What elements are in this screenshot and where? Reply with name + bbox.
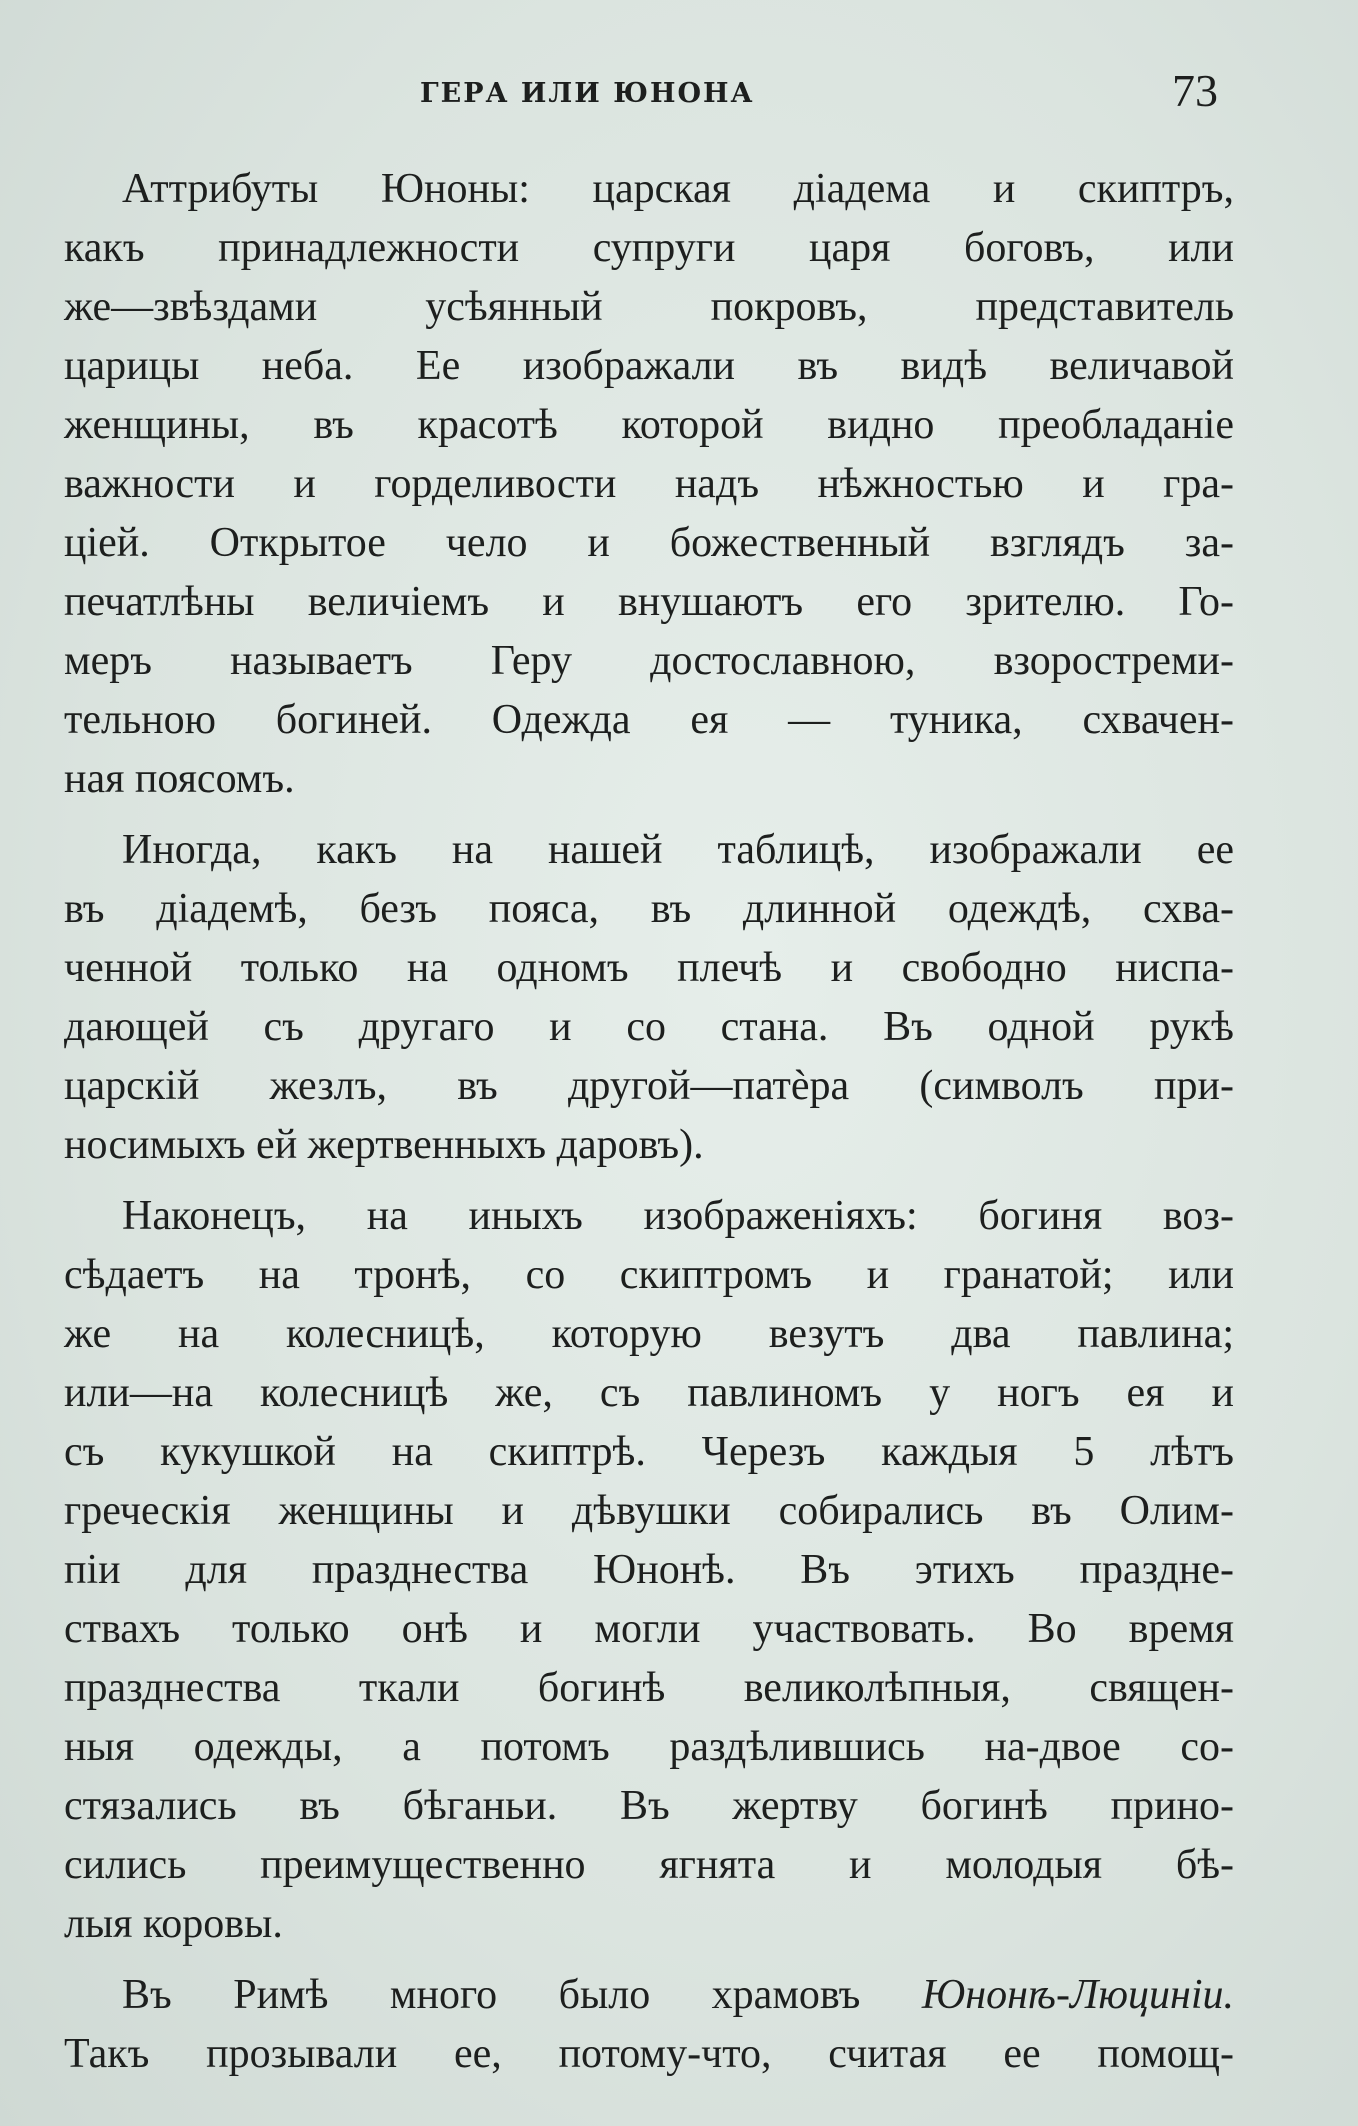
text-line: царскій жезлъ, въ другой—патѐра (символъ при- <box>64 1063 1234 1109</box>
text-line: лыя коровы. <box>64 1901 283 1947</box>
text-line: въ діадемѣ, безъ пояса, въ длинной одеждѣ, схва- <box>64 886 1234 932</box>
text-line: тельною богиней. Одежда ея — туника, схвачен- <box>64 697 1234 743</box>
text-line: ная поясомъ. <box>64 756 295 802</box>
text-line: царицы неба. Ее изображали въ видѣ величавой <box>64 343 1234 389</box>
text-line: женщины, въ красотѣ которой видно преобладаніе <box>64 402 1234 448</box>
text-line: носимыхъ ей жертвенныхъ даровъ). <box>64 1122 704 1168</box>
text-line: піи для празднества Юнонѣ. Въ этихъ праздне- <box>64 1547 1234 1593</box>
text-line: Иногда, какъ на нашей таблицѣ, изображали ее <box>122 827 1234 873</box>
running-title: ГЕРА ИЛИ ЮНОНА <box>420 78 755 109</box>
paragraph-other-images <box>64 1187 1234 1954</box>
text-line: печатлѣны величіемъ и внушаютъ его зрителю. Го- <box>64 579 1234 625</box>
text-line: ствахъ только онѣ и могли участвовать. Во время <box>64 1606 1234 1652</box>
text-line: Наконецъ, на иныхъ изображеніяхъ: богиня воз- <box>122 1193 1234 1239</box>
text-line: или—на колесницѣ же, съ павлиномъ у ногъ ея и <box>64 1370 1234 1416</box>
text-line: меръ называетъ Геру достославною, взоростреми- <box>64 638 1234 684</box>
text-line: же—звѣздами усѣянный покровъ, представитель <box>64 284 1234 330</box>
body-text <box>64 160 1234 2096</box>
text-line: какъ принадлежности супруги царя боговъ, или <box>64 225 1234 271</box>
text-line: съ кукушкой на скиптрѣ. Черезъ каждыя 5 лѣтъ <box>64 1429 1234 1475</box>
text-line <box>64 1966 1234 2025</box>
text-line: важности и горделивости надъ нѣжностью и гра- <box>64 461 1234 507</box>
text-line: ченной только на одномъ плечѣ и свободно ниспа- <box>64 945 1234 991</box>
text-line: Аттрибуты Юноны: царская діадема и скиптръ, <box>122 166 1234 212</box>
page-number: 73 <box>1172 65 1218 116</box>
text-line: дающей съ другаго и со стана. Въ одной рукѣ <box>64 1004 1234 1050</box>
text-line: же на колесницѣ, которую везутъ два павлина; <box>64 1311 1234 1357</box>
text-line: греческія женщины и дѣвушки собирались въ Олим- <box>64 1488 1234 1534</box>
paragraph-attributes <box>64 160 1234 809</box>
italic-phrase: Юнонѣ-Люциніи. <box>921 1972 1234 2018</box>
text-line: сѣдаетъ на тронѣ, со скиптромъ и гранатой; или <box>64 1252 1234 1298</box>
text-line: Такъ прозывали ее, потому-что, считая ее помощ- <box>64 2031 1234 2077</box>
text-line: сились преимущественно ягнята и молодыя бѣ- <box>64 1842 1234 1888</box>
paragraph-depiction <box>64 821 1234 1175</box>
text-line: празднества ткали богинѣ великолѣпныя, священ- <box>64 1665 1234 1711</box>
text-line: стязались въ бѣганьи. Въ жертву богинѣ прино- <box>64 1783 1234 1829</box>
text-line-start: Въ Римѣ много было храмовъ <box>122 1972 922 2018</box>
paragraph-rome <box>64 1966 1234 2084</box>
page-header <box>0 64 1358 124</box>
text-line: ныя одежды, а потомъ раздѣлившись на-двое со- <box>64 1724 1234 1770</box>
text-line: ціей. Открытое чело и божественный взглядъ за- <box>64 520 1234 566</box>
